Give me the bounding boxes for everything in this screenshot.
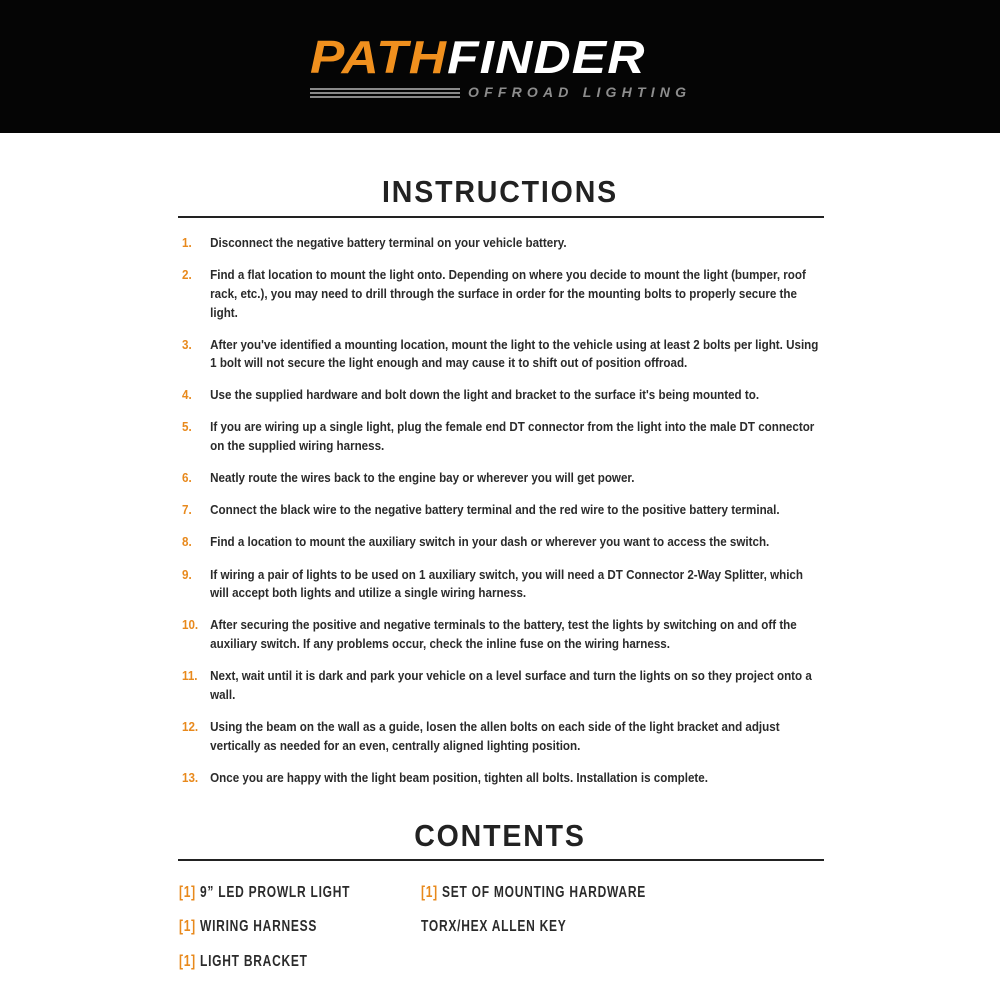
step-number: 9. [182,566,192,582]
instruction-step [182,336,822,373]
instruction-step [182,501,822,520]
step-text: After you've identified a mounting location, mount the light to the vehicle using at least 2 bolts per light. Using 1 bolt will not secure the light enough and may cause it to shift out of position offroad. [210,336,819,371]
logo-finder-text: FINDER [447,31,646,83]
step-number: 11. [182,668,198,684]
instructions-list [182,234,822,801]
step-text: Neatly route the wires back to the engine bay or wherever you will get power. [210,470,635,486]
contents-item: [1] LIGHT BRACKET [179,953,308,970]
step-number: 5. [182,419,192,435]
instruction-step [182,266,822,322]
step-number: 4. [182,387,192,403]
instructions-title: INSTRUCTIONS [382,174,618,209]
contents-item: TORX/HEX ALLEN KEY [421,918,567,935]
logo-speed-lines [310,88,460,100]
instruction-step [182,718,822,755]
instructions-divider [178,216,824,218]
instruction-step [182,667,822,704]
contents-title: CONTENTS [414,818,586,853]
instruction-step [182,533,822,552]
step-text: After securing the positive and negative terminals to the battery, test the lights by switching on and off the auxiliary switch. If any problems occur, check the inline fuse on the wiring harness. [210,617,797,652]
step-number: 13. [182,769,199,785]
step-text: Disconnect the negative battery terminal on your vehicle battery. [210,235,567,250]
step-text: If you are wiring up a single light, plug the female end DT connector from the light into the male DT connector on the supplied wiring harness. [210,419,815,454]
step-text: Use the supplied hardware and bolt down the light and bracket to the surface it's being mounted to. [210,387,760,403]
instruction-step [182,386,822,405]
step-text: Connect the black wire to the negative battery terminal and the red wire to the positive battery terminal. [210,502,780,518]
step-text: Find a flat location to mount the light onto. Depending on where you decide to mount the light (bumper, roof rack, etc.), you may need to drill through the surface in order for the mounting bolts to properly secure the light. [210,267,806,320]
instruction-step [182,469,822,488]
step-number: 8. [182,534,192,550]
header-banner [0,0,1000,133]
contents-item: [1] 9” LED PROWLR LIGHT [179,884,351,901]
step-number: 2. [182,267,192,283]
instruction-step [182,769,822,788]
instruction-step [182,418,822,455]
instruction-step [182,566,822,603]
step-number: 7. [182,502,192,518]
instruction-step [182,616,822,653]
step-text: Once you are happy with the light beam position, tighten all bolts. Installation is complete. [210,769,708,785]
contents-item: [1] WIRING HARNESS [179,918,318,935]
step-number: 3. [182,336,192,352]
step-text: Next, wait until it is dark and park your vehicle on a level surface and turn the lights on so they project onto a wall. [210,668,812,702]
step-text: Find a location to mount the auxiliary switch in your dash or wherever you want to access the switch. [210,534,770,550]
step-number: 6. [182,470,192,486]
logo-path-text: PATH [310,31,448,83]
contents-divider [178,859,824,861]
step-text: Using the beam on the wall as a guide, losen the allen bolts on each side of the light bracket and adjust vertically as needed for an even, centrally aligned lighting position. [210,718,780,753]
step-text: If wiring a pair of lights to be used on 1 auxiliary switch, you will need a DT Connector 2-Way Splitter, which will accept both lights and utilize a single wiring harness. [210,566,803,601]
logo-tagline: OFFROAD LIGHTING [468,84,692,100]
contents-item: [1] SET OF MOUNTING HARDWARE [421,884,647,901]
pathfinder-logo [310,31,695,108]
step-number: 10. [182,617,199,633]
step-number: 1. [182,235,192,250]
step-number: 12. [182,718,199,734]
instruction-step [182,234,822,253]
